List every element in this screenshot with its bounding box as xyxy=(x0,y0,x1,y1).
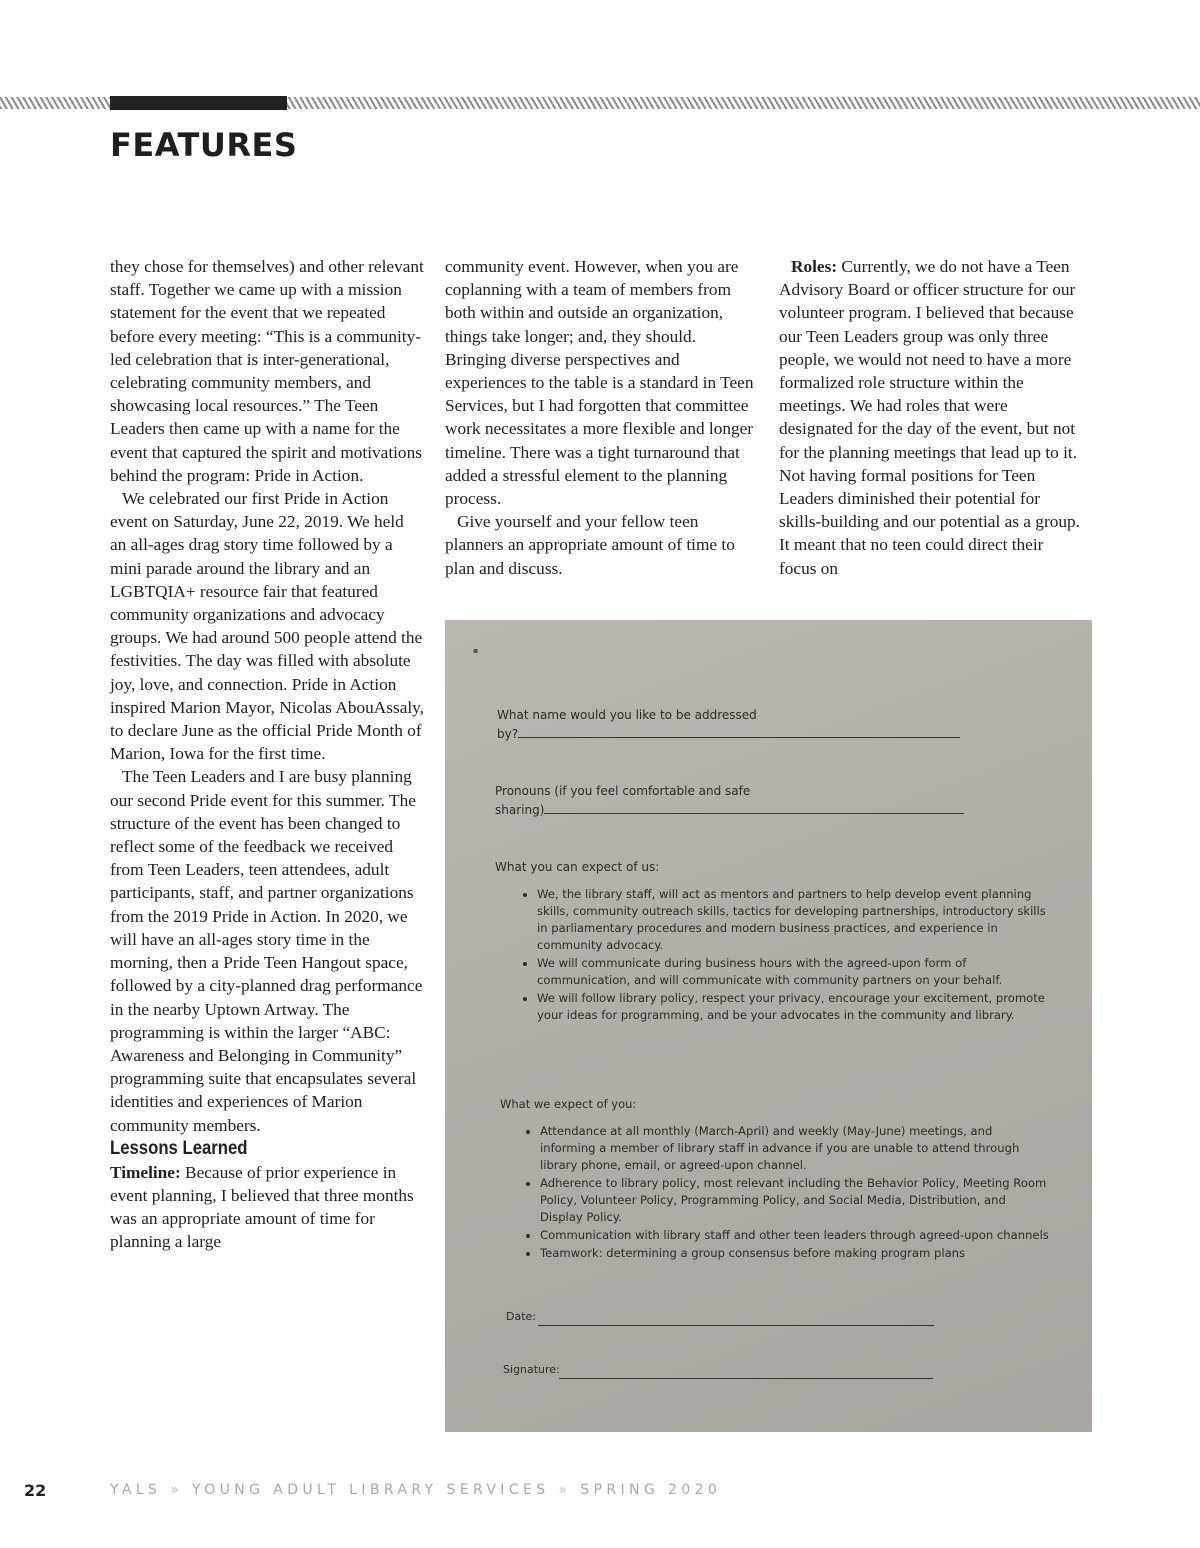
header-accent-bar xyxy=(110,96,287,110)
list-item: • Communication with library staff and other teen leaders through agreed-upon channels xyxy=(540,1227,1050,1244)
footer-separator: » xyxy=(558,1482,572,1498)
photo-speck: ▪ xyxy=(473,646,479,655)
list-item: • We will follow library policy, respect your privacy, encourage your excitement, promote your ideas for programming, and be your advocates in the community and library. xyxy=(537,990,1047,1024)
pronoun-question-end: sharing) xyxy=(495,803,545,817)
page-footer xyxy=(0,1481,1200,1505)
list-item: • Attendance at all monthly (March-April) and weekly (May-June) meetings, and informing a member of library staff in advance if you are unable to attend through library phone, email, or agreed-upon channel. xyxy=(540,1123,1050,1174)
roles-run-in: Roles: xyxy=(791,257,838,276)
timeline-run-in: Timeline: xyxy=(110,1162,181,1182)
pronoun-line xyxy=(544,801,964,814)
name-field xyxy=(497,706,967,744)
list-item: • Teamwork: determining a group consensus before making program plans xyxy=(540,1245,1050,1262)
date-field xyxy=(506,1310,536,1323)
article-column-2 xyxy=(445,255,759,580)
running-footer xyxy=(110,1482,721,1498)
roles-text: Currently, we do not have a Teen Advisory Board or officer structure for our volunteer program. I believed that because our Teen Leaders group was only three people, we would not need to have a more formalized role structure within the meetings. We had roles that were designated for the day of the event, but not for the planning meetings that lead up to it. Not having formal positions for Teen Leaders diminished their potential for skills-building and our potential as a group. It meant that no teen could direct their focus on xyxy=(779,257,1080,578)
page-number: 22 xyxy=(24,1481,47,1500)
list-item: • Adherence to library policy, most relevant including the Behavior Policy, Meeting Room Policy, Volunteer Policy, Programming Policy, and Social Media, Distribution, and Display Policy. xyxy=(540,1175,1050,1226)
col1-paragraph-3: The Teen Leaders and I are busy planning our second Pride event for this summer. The structure of the event has been changed to reflect some of the feedback we received from Teen Leaders, teen attendees, adult participants, staff, and partner organizations from the 2019 Pride in Action. In 2020, we will have an all-ages story time in the morning, then a Pride Teen Hangout space, followed by a city-planned drag performance in the nearby Uptown Artway. The programming is within the larger “ABC: Awareness and Belonging in Community” programming suite that encapsulates several identities and experiences of Marion community members. xyxy=(110,767,423,1135)
name-question-end: by? xyxy=(497,727,519,741)
article-column-3 xyxy=(779,255,1083,580)
expect-us-list xyxy=(517,886,1047,1025)
footer-separator: » xyxy=(170,1482,184,1498)
pronoun-field xyxy=(495,782,965,820)
expect-you-heading: What we expect of you: xyxy=(500,1097,637,1111)
expect-us-heading: What you can expect of us: xyxy=(495,860,660,874)
timeline-text: Because of prior experience in event planning, I believed that three months was an appropriate amount of time for planning a large xyxy=(110,1162,414,1252)
footer-issue: SPRING 2020 xyxy=(580,1482,722,1498)
signature-field xyxy=(503,1363,560,1376)
name-line xyxy=(518,725,960,738)
lessons-learned-heading: Lessons Learned xyxy=(110,1137,248,1159)
form-photo xyxy=(445,620,1092,1432)
footer-yals: YALS xyxy=(110,1482,162,1498)
col2-paragraph-1: community event. However, when you are coplanning with a team of members from both within and outside an organization, things take longer; and, they should. Bringing diverse perspectives and experiences to the table is a standard in Teen Services, but I had forgotten that committee work necessitates a more flexible and longer timeline. There was a tight turnaround that added a stressful element to the planning process. xyxy=(445,257,754,509)
footer-publication: YOUNG ADULT LIBRARY SERVICES xyxy=(192,1482,550,1498)
date-label: Date: xyxy=(506,1310,536,1323)
col1-paragraph-2: We celebrated our first Pride in Action event on Saturday, June 22, 2019. We held an all-ages drag story time followed by a mini parade around the library and an LGBTQIA+ resource fair that featured community organizations and advocacy groups. We had around 500 people attend the festivities. The day was filled with absolute joy, love, and connection. Pride in Action inspired Marion Mayor, Nicolas AbouAssaly, to declare June as the official Pride Month of Marion, Iowa for the first time. xyxy=(110,489,425,764)
col1-paragraph-4 xyxy=(110,1161,424,1254)
signature-label: Signature: xyxy=(503,1363,560,1376)
list-item: • We will communicate during business hours with the agreed-upon form of communication, and will communicate with community partners on your behalf. xyxy=(537,955,1047,989)
name-question: What name would you like to be addressed xyxy=(497,708,757,722)
col2-paragraph-2: Give yourself and your fellow teen planners an appropriate amount of time to plan and discuss. xyxy=(445,512,735,578)
list-item: • We, the library staff, will act as mentors and partners to help develop event planning skills, community outreach skills, tactics for developing partnerships, introductory skills in parliamentary procedures and modern business practices, and experience in community advocacy. xyxy=(537,886,1047,954)
section-title: FEATURES xyxy=(110,126,298,164)
pronoun-question: Pronouns (if you feel comfortable and safe xyxy=(495,784,751,798)
col1-paragraph-1: they chose for themselves) and other relevant staff. Together we came up with a mission statement for the event that we repeated before every meeting: “This is a community-led celebration that is inter-generational, celebrating community members, and showcasing local resources.” The Teen Leaders then came up with a name for the event that captured the spirit and motivations behind the program: Pride in Action. xyxy=(110,257,424,485)
article-column-1 xyxy=(110,255,424,1254)
expect-you-list xyxy=(520,1123,1050,1263)
date-line xyxy=(538,1325,934,1326)
col3-paragraph-1 xyxy=(779,255,1083,580)
signature-line xyxy=(559,1378,933,1379)
